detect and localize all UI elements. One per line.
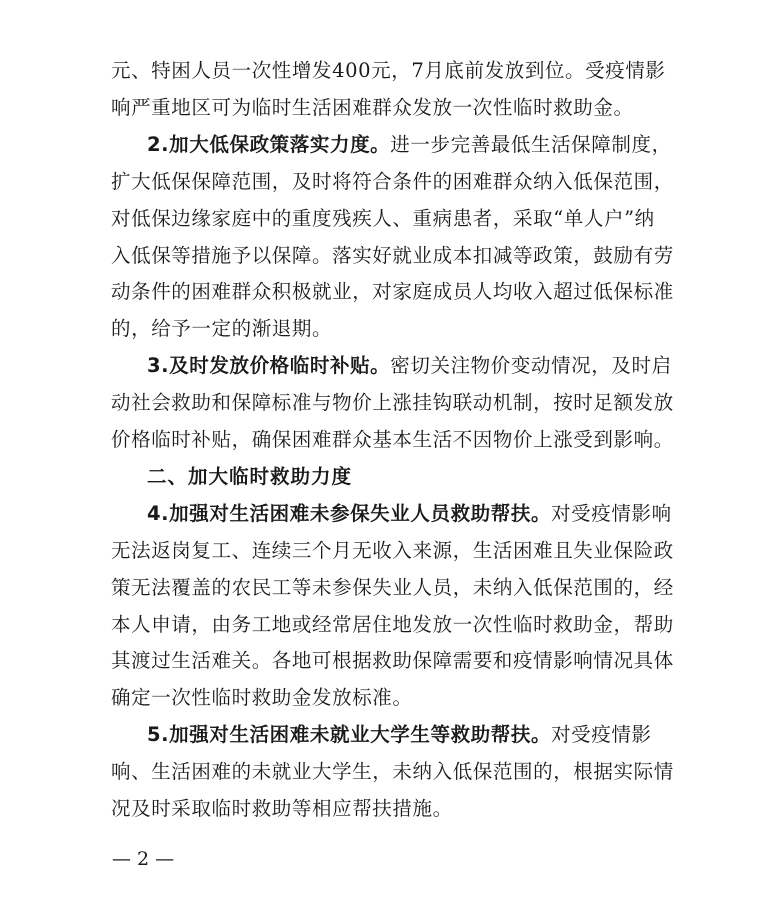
item-2-text: 进一步完善最低生活保障制度，	[390, 133, 672, 156]
item-2-heading: 2.加大低保政策落实力度。	[147, 133, 391, 156]
paragraph-line: 本人申请，由务工地或经常居住地发放一次性临时救助金，帮助	[111, 613, 674, 636]
paragraph-line: 动条件的困难群众积极就业，对家庭成员人均收入超过低保标准	[111, 280, 674, 303]
paragraph-line: 无法返岗复工、连续三个月无收入来源，生活困难且失业保险政	[111, 539, 674, 562]
paragraph-line: 确定一次性临时救助金发放标准。	[111, 686, 413, 709]
paragraph-line: 价格临时补贴，确保困难群众基本生活不因物价上涨受到影响。	[111, 428, 674, 451]
paragraph-line: 入低保等措施予以保障。落实好就业成本扣减等政策，鼓励有劳	[111, 244, 674, 267]
item-4-heading: 4.加强对生活困难未参保失业人员救助帮扶。	[147, 502, 552, 525]
paragraph-line: 况及时采取临时救助等相应帮扶措施。	[111, 797, 453, 820]
paragraph-line: 元、特困人员一次性增发400元，7月底前发放到位。受疫情影	[111, 59, 666, 82]
item-3-text: 密切关注物价变动情况，及时启	[390, 354, 672, 377]
item-5-text: 对受疫情影	[551, 723, 652, 746]
item-5-heading: 5.加强对生活困难未就业大学生等救助帮扶。	[147, 723, 552, 746]
paragraph-line: 其渡过生活难关。各地可根据救助保障需要和疫情影响情况具体	[111, 649, 674, 672]
paragraph-line: 的，给予一定的渐退期。	[111, 317, 333, 340]
paragraph-line: 响、生活困难的未就业大学生，未纳入低保范围的，根据实际情	[111, 760, 674, 783]
item-3-first-line	[147, 351, 672, 381]
paragraph-line: 策无法覆盖的农民工等未参保失业人员，未纳入低保范围的，经	[111, 576, 674, 599]
section-heading: 二、加大临时救助力度	[147, 465, 353, 488]
paragraph-line: 响严重地区可为临时生活困难群众发放一次性临时救助金。	[111, 96, 634, 119]
item-3-heading: 3.及时发放价格临时补贴。	[147, 354, 391, 377]
paragraph-line: 动社会救助和保障标准与物价上涨挂钩联动机制，按时足额发放	[111, 391, 674, 414]
item-5-first-line	[147, 720, 651, 750]
item-4-first-line	[147, 499, 672, 529]
page-number: — 2 —	[112, 848, 175, 870]
item-2-first-line	[147, 130, 672, 160]
paragraph-line: 扩大低保保障范围，及时将符合条件的困难群众纳入低保范围，	[111, 170, 674, 193]
item-4-text: 对受疫情影响	[551, 502, 672, 525]
paragraph-line: 对低保边缘家庭中的重度残疾人、重病患者，采取“单人户”纳	[111, 207, 655, 230]
